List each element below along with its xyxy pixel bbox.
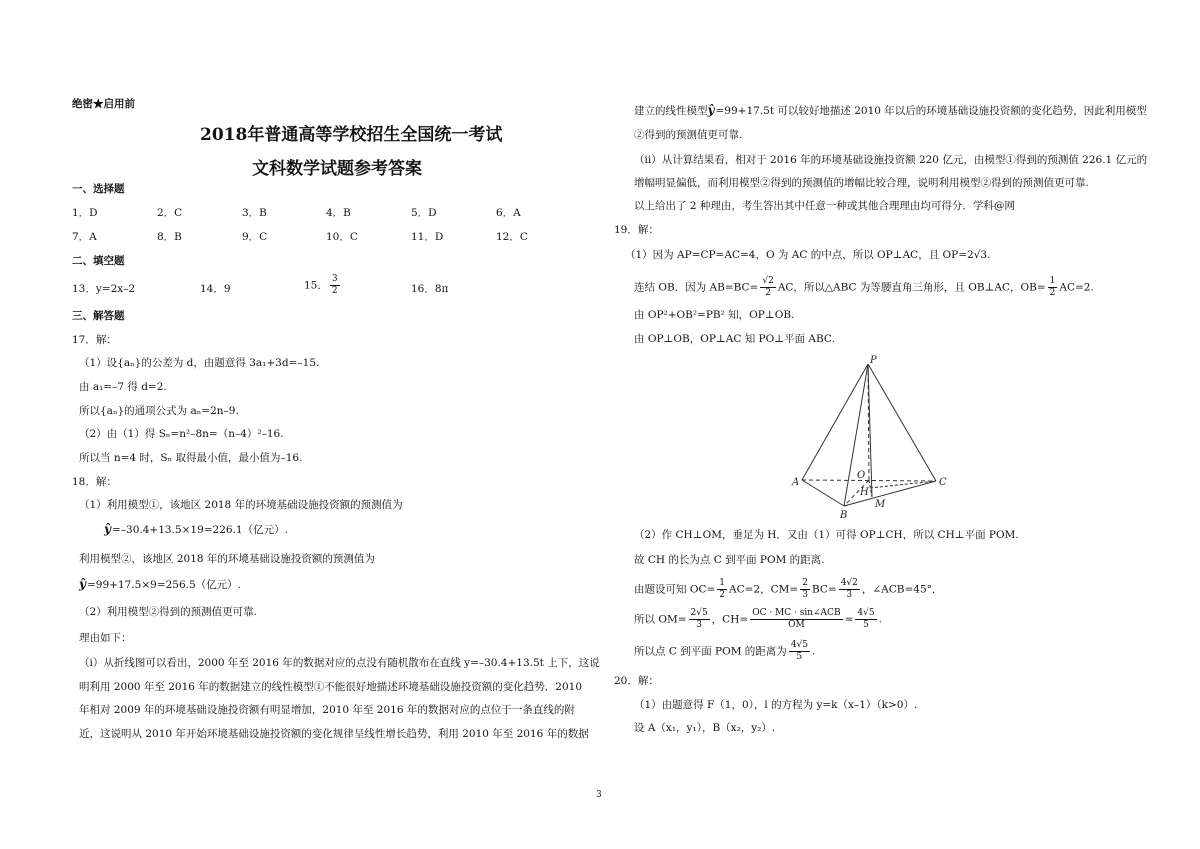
solution-text: （1）因为 AP=CP=AC=4，O 为 AC 的中点，所以 OP⊥AC，且 OP= <box>625 249 968 261</box>
label-O: O <box>857 470 866 481</box>
answer-item: 6．A <box>496 207 521 219</box>
edge-PC <box>868 364 936 481</box>
solution-text: 所以点 C 到平面 POM 的距离为 <box>634 645 787 658</box>
answer-item: 9．C <box>242 231 268 243</box>
solution-text: . <box>812 645 816 658</box>
solution-line <box>634 578 942 601</box>
section-heading: 三、解答题 <box>72 310 125 322</box>
solution-line: 由 OP⊥OB，OP⊥AC 知 PO⊥平面 ABC. <box>634 333 835 345</box>
solution-line <box>634 608 882 631</box>
solution-text: BC= <box>811 583 837 596</box>
solution-line: （ii）从计算结果看，相对于 2016 年的环境基础设施投资额 220 亿元，由模型①得到的预测值 226.1 亿元的 <box>634 154 1148 166</box>
denominator: 2 <box>1049 288 1056 298</box>
numerator: 4√2 <box>840 578 858 588</box>
section-heading: 一、选择题 <box>72 183 125 195</box>
numerator: 1 <box>719 578 726 588</box>
pyramid-figure <box>780 352 960 522</box>
answer-item: 1．D <box>72 207 98 219</box>
denominator: 3 <box>802 590 808 600</box>
solution-line <box>634 640 815 663</box>
solution-line: 由 OP²+OB²=PB² 知，OP⊥OB. <box>634 309 795 321</box>
solution-line <box>104 522 288 537</box>
denominator: 2 <box>765 288 771 298</box>
denominator: 3 <box>846 590 853 600</box>
solution-text: AC=2. <box>1059 281 1094 294</box>
solution-text: =99+17.5×9=256.5（亿元）. <box>86 579 241 591</box>
question-label: 18．解： <box>72 476 117 488</box>
solution-text: =–30.4+13.5×19=226.1（亿元）. <box>111 524 288 536</box>
fraction <box>750 608 842 631</box>
solution-text: AC=2，CM= <box>729 583 799 596</box>
solution-text: =99+17.5t 可以较好地描述 2010 年以后的环境基础设施投资额的变化趋势，因此利用模型 <box>715 105 1147 117</box>
solution-line: 以上给出了 2 种理由，考生答出其中任意一种或其他合理理由均可得分．学科@网 <box>634 200 1015 212</box>
answer-16: 16．8π <box>411 283 449 295</box>
solution-text: = <box>844 613 854 626</box>
answer-item: 4．B <box>326 207 351 219</box>
denominator: 2 <box>719 590 726 600</box>
answer-item: 8．B <box>157 231 182 243</box>
denominator: 5 <box>863 620 869 630</box>
solution-text: . <box>878 613 882 626</box>
solution-line: 年相对 2009 年的环境基础设施投资额有明显增加，2010 年至 2016 年的数据对应的点位于一条直线的附 <box>79 704 575 716</box>
solution-text: . <box>987 249 991 261</box>
solution-line: 利用模型②，该地区 2018 年的环境基础设施投资额的预测值为 <box>79 553 375 565</box>
solution-line: （2）利用模型②得到的预测值更可靠. <box>79 606 258 618</box>
solution-text: 所以 OM= <box>634 613 687 626</box>
solution-line: 由 a₁=–7 得 d=2. <box>79 381 167 393</box>
page-number: 3 <box>596 790 602 800</box>
confidential-mark: 绝密★启用前 <box>72 98 135 110</box>
solution-text: AC，所以△ABC 为等腰直角三角形，且 OB⊥AC，OB= <box>777 281 1046 294</box>
solution-line: 故 CH 的长为点 C 到平面 POM 的距离. <box>634 554 825 566</box>
answer-item: 10．C <box>326 231 358 243</box>
numerator: 4√5 <box>857 608 875 618</box>
solution-text: ，∠ACB=45°． <box>861 583 943 596</box>
solution-line: （1）利用模型①，该地区 2018 年的环境基础设施投资额的预测值为 <box>79 499 403 511</box>
solution-line: ②得到的预测值更可靠. <box>634 129 743 141</box>
label-M: M <box>875 499 886 510</box>
solution-line <box>625 248 990 262</box>
section-heading: 二、填空题 <box>72 255 125 267</box>
fraction <box>689 608 710 631</box>
fraction <box>839 578 860 601</box>
fraction <box>789 640 810 663</box>
solution-text: ，CH= <box>711 613 749 626</box>
question-label: 17．解： <box>72 334 117 346</box>
denominator: 3 <box>696 620 702 630</box>
solution-text: 由题设可知 OC= <box>634 583 716 596</box>
solution-text: 连结 OB．因为 AB=BC= <box>634 281 759 294</box>
solution-line: 所以{aₙ}的通项公式为 aₙ=2n–9. <box>79 405 239 417</box>
solution-line: （i）从折线图可以看出，2000 年至 2016 年的数据对应的点没有随机散布在直线 y=–30.4+13.5t 上下，这说 <box>79 657 600 669</box>
solution-line: （1）由题意得 F（1，0），l 的方程为 y=k（x–1）（k>0）. <box>634 699 918 711</box>
numerator: 1 <box>1049 276 1056 286</box>
denominator: OM <box>788 620 805 630</box>
solution-line: （2）作 CH⊥OM，垂足为 H．又由（1）可得 OP⊥CH，所以 CH⊥平面 POM. <box>634 529 1019 541</box>
fraction <box>800 578 810 601</box>
fraction <box>330 274 340 297</box>
solution-text: 建立的线性模型 <box>634 105 708 117</box>
numerator: 2 <box>802 578 808 588</box>
y-hat-symbol: ŷ <box>104 522 111 536</box>
solution-line: 近，这说明从 2010 年开始环境基础设施投资额的变化规律呈线性增长趋势，利用 2010 年至 2016 年的数据 <box>79 728 589 740</box>
answer-item: 11．D <box>411 231 444 243</box>
question-label: 19．解： <box>614 224 659 236</box>
denominator: 2 <box>331 286 338 296</box>
solution-line: 增幅明显偏低，而利用模型②得到的预测值的增幅比较合理，说明利用模型②得到的预测值更可靠. <box>634 177 1089 189</box>
label-B: B <box>840 510 848 521</box>
fraction <box>855 608 876 631</box>
numerator: 2√5 <box>690 608 708 618</box>
fraction <box>1048 276 1058 299</box>
solution-line <box>634 276 1094 299</box>
solution-line: （2）由（1）得 Sₙ=n²–8n=（n–4）²–16. <box>79 428 284 440</box>
math-value: 2√3 <box>967 249 988 261</box>
solution-line: 理由如下： <box>79 632 132 644</box>
label-P: P <box>870 355 877 366</box>
numerator: 3 <box>331 274 338 284</box>
solution-line: 明利用 2000 年至 2016 年的数据建立的线性模型①不能很好地描述环境基础设施投资额的变化趋势．2010 <box>79 681 583 693</box>
numerator: OC · MC · sin∠ACB <box>752 608 841 618</box>
question-label: 20．解： <box>614 675 659 687</box>
label-C: C <box>939 477 947 488</box>
label-H: H <box>860 487 869 498</box>
solution-line: 设 A（x₁，y₁），B（x₂，y₂）. <box>634 722 776 734</box>
solution-line <box>634 103 1147 118</box>
answer-item: 7．A <box>72 231 97 243</box>
page-title: 2018年普通高等学校招生全国统一考试 <box>200 125 503 145</box>
label-A: A <box>792 477 800 488</box>
segment-CH <box>870 481 936 488</box>
numerator: 4√5 <box>790 640 808 650</box>
answer-item: 12．C <box>496 231 528 243</box>
answer-14: 14．9 <box>200 283 231 295</box>
edge-BC <box>844 481 936 506</box>
y-hat-symbol: ŷ <box>707 103 715 117</box>
solution-line <box>79 577 241 592</box>
answer-15-label: 15． <box>304 279 328 292</box>
y-hat-symbol: ŷ <box>79 577 86 591</box>
numerator: √2 <box>762 276 774 286</box>
answer-item: 2．C <box>157 207 183 219</box>
page-subtitle: 文科数学试题参考答案 <box>252 159 422 179</box>
solution-line: 所以当 n=4 时，Sₙ 取得最小值，最小值为–16. <box>79 452 303 464</box>
denominator: 5 <box>796 652 803 662</box>
fraction <box>717 578 727 601</box>
solution-line: （1）设{aₙ}的公差为 d，由题意得 3a₁+3d=–15. <box>79 357 320 369</box>
answer-13: 13．y=2x–2 <box>72 283 136 295</box>
answer-item: 3．B <box>242 207 267 219</box>
fraction <box>760 276 775 299</box>
answer-item: 5．D <box>411 207 437 219</box>
edge-AB <box>802 480 844 506</box>
answer-15 <box>304 274 342 297</box>
